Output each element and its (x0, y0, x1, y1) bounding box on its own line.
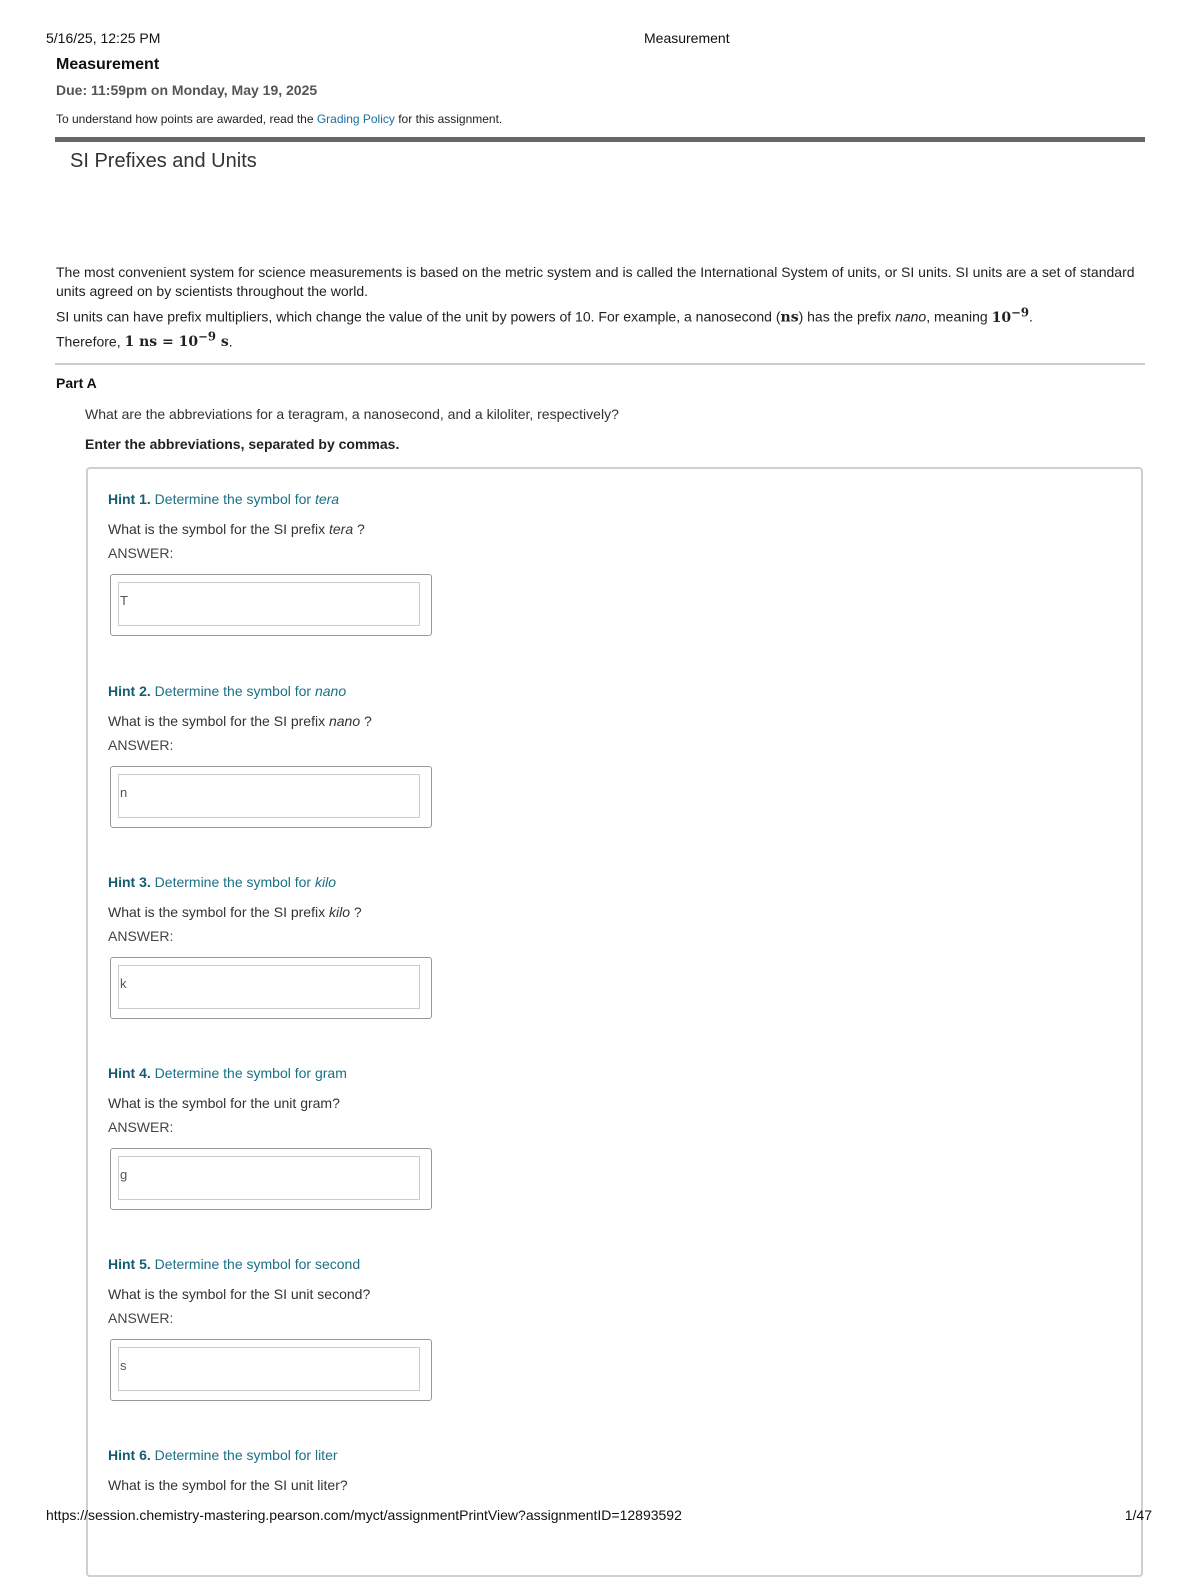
hint-4 (108, 1065, 708, 1210)
hint-question (108, 521, 708, 537)
hint-question (108, 1286, 708, 1302)
hint-question-term: tera (328, 521, 354, 537)
policy-text-after: for this assignment. (394, 112, 503, 126)
answer-label: ANSWER: (108, 1119, 174, 1135)
math-exponent: −9 (1011, 305, 1029, 319)
answer-label: ANSWER: (108, 928, 174, 944)
hint-question-text: What is the symbol for the SI unit second? (108, 1286, 371, 1302)
answer-label: ANSWER: (108, 737, 174, 753)
answer-box (110, 1148, 432, 1210)
hint-number: Hint 5. (108, 1256, 151, 1272)
hint-title-term: nano (314, 683, 347, 699)
hint-1 (108, 491, 708, 636)
answer-field[interactable]: T (118, 582, 420, 626)
hint-question-end: ? (353, 521, 365, 537)
hint-question-term: nano (328, 713, 361, 729)
math-lhs: 1 ns (124, 334, 158, 351)
hint-title-text: Determine the symbol for second (154, 1256, 361, 1272)
hint-number: Hint 3. (108, 874, 151, 890)
answer-label: ANSWER: (108, 1310, 174, 1326)
hint-title[interactable] (108, 874, 708, 894)
hint-title-text: Determine the symbol for (154, 874, 315, 890)
hint-question-text: What is the symbol for the SI prefix (108, 904, 329, 920)
hint-3 (108, 874, 708, 1019)
section-divider (55, 363, 1145, 365)
part-question: What are the abbreviations for a teragram, a nanosecond, and a kiloliter, respectively? (85, 406, 619, 422)
hint-title-term: tera (314, 491, 340, 507)
problem-intro (56, 263, 1146, 352)
assignment-title: Measurement (56, 56, 160, 73)
hint-question-end: ? (350, 904, 362, 920)
math-power (991, 305, 1029, 326)
hint-number: Hint 2. (108, 683, 151, 699)
grading-policy-note (56, 112, 502, 126)
hint-question (108, 904, 708, 920)
answer-box (110, 766, 432, 828)
due-date: Due: 11:59pm on Monday, May 19, 2025 (56, 82, 318, 98)
hint-question-end: ? (360, 713, 372, 729)
math-ns: ns (780, 309, 799, 326)
hint-number: Hint 1. (108, 491, 151, 507)
answer-field[interactable]: g (118, 1156, 420, 1200)
intro-paragraph-1: The most convenient system for science measurements is based on the metric system and is called the International System of units, or SI units. SI units are a set of standard units agreed on by scientists throughout the world. (56, 264, 1135, 299)
policy-text-before: To understand how points are awarded, read the (56, 112, 317, 126)
intro-text: . (228, 333, 233, 350)
intro-text: , meaning (926, 308, 992, 325)
hint-2 (108, 683, 708, 828)
hint-title[interactable] (108, 1065, 708, 1085)
hint-question-term: kilo (328, 904, 350, 920)
math-exponent: −9 (198, 329, 217, 344)
hint-number: Hint 4. (108, 1065, 151, 1081)
hint-title[interactable] (108, 683, 708, 703)
answer-field[interactable]: n (118, 774, 420, 818)
answer-box (110, 957, 432, 1019)
answer-box (110, 1339, 432, 1401)
hint-question-text: What is the symbol for the SI prefix (108, 713, 329, 729)
intro-paragraph-2 (56, 303, 1146, 352)
hint-question-text: What is the symbol for the SI unit liter? (108, 1477, 348, 1493)
intro-text: SI units can have prefix multipliers, which change the value of the unit by powers of 10. For example, a nanosecond ( (56, 308, 781, 325)
hint-title[interactable] (108, 491, 708, 511)
intro-text: Therefore, (56, 333, 125, 350)
part-label: Part A (56, 375, 97, 391)
intro-text: ) has the prefix (798, 308, 896, 325)
hint-question (108, 1477, 708, 1493)
hint-question (108, 1095, 708, 1111)
print-datetime: 5/16/25, 12:25 PM (46, 30, 161, 46)
print-url: https://session.chemistry-mastering.pearson.com/myct/assignmentPrintView?assignmentID=12893592 (46, 1507, 682, 1523)
math-equals: = (157, 334, 179, 351)
math-unit: s (216, 334, 229, 351)
hint-title-term: kilo (314, 874, 336, 890)
hint-question-text: What is the symbol for the unit gram? (108, 1095, 340, 1111)
print-page-title: Measurement (644, 30, 730, 46)
answer-box (110, 574, 432, 636)
header-divider (55, 137, 1145, 142)
grading-policy-link[interactable]: Grading Policy (316, 112, 395, 126)
problem-title: SI Prefixes and Units (70, 150, 257, 172)
hint-6 (108, 1447, 708, 1493)
hint-title-text: Determine the symbol for (154, 683, 315, 699)
math-base: 10 (991, 309, 1012, 326)
hint-title[interactable] (108, 1256, 708, 1276)
hint-question (108, 713, 708, 729)
hint-title-text: Determine the symbol for liter (154, 1447, 338, 1463)
hint-number: Hint 6. (108, 1447, 151, 1463)
hint-title-text: Determine the symbol for (154, 491, 315, 507)
term-nano: nano (895, 308, 927, 325)
page-number: 1/47 (1124, 1507, 1152, 1523)
hint-title[interactable] (108, 1447, 708, 1467)
hint-title-text: Determine the symbol for gram (154, 1065, 347, 1081)
hint-question-text: What is the symbol for the SI prefix (108, 521, 329, 537)
answer-field[interactable]: k (118, 965, 420, 1009)
intro-text: . (1028, 308, 1033, 325)
answer-field[interactable]: s (118, 1347, 420, 1391)
math-equation (124, 329, 229, 351)
print-footer (46, 1507, 1152, 1523)
part-instruction: Enter the abbreviations, separated by commas. (85, 436, 400, 452)
math-rhs: 10 (178, 334, 199, 351)
hint-5 (108, 1256, 708, 1401)
answer-label: ANSWER: (108, 545, 174, 561)
